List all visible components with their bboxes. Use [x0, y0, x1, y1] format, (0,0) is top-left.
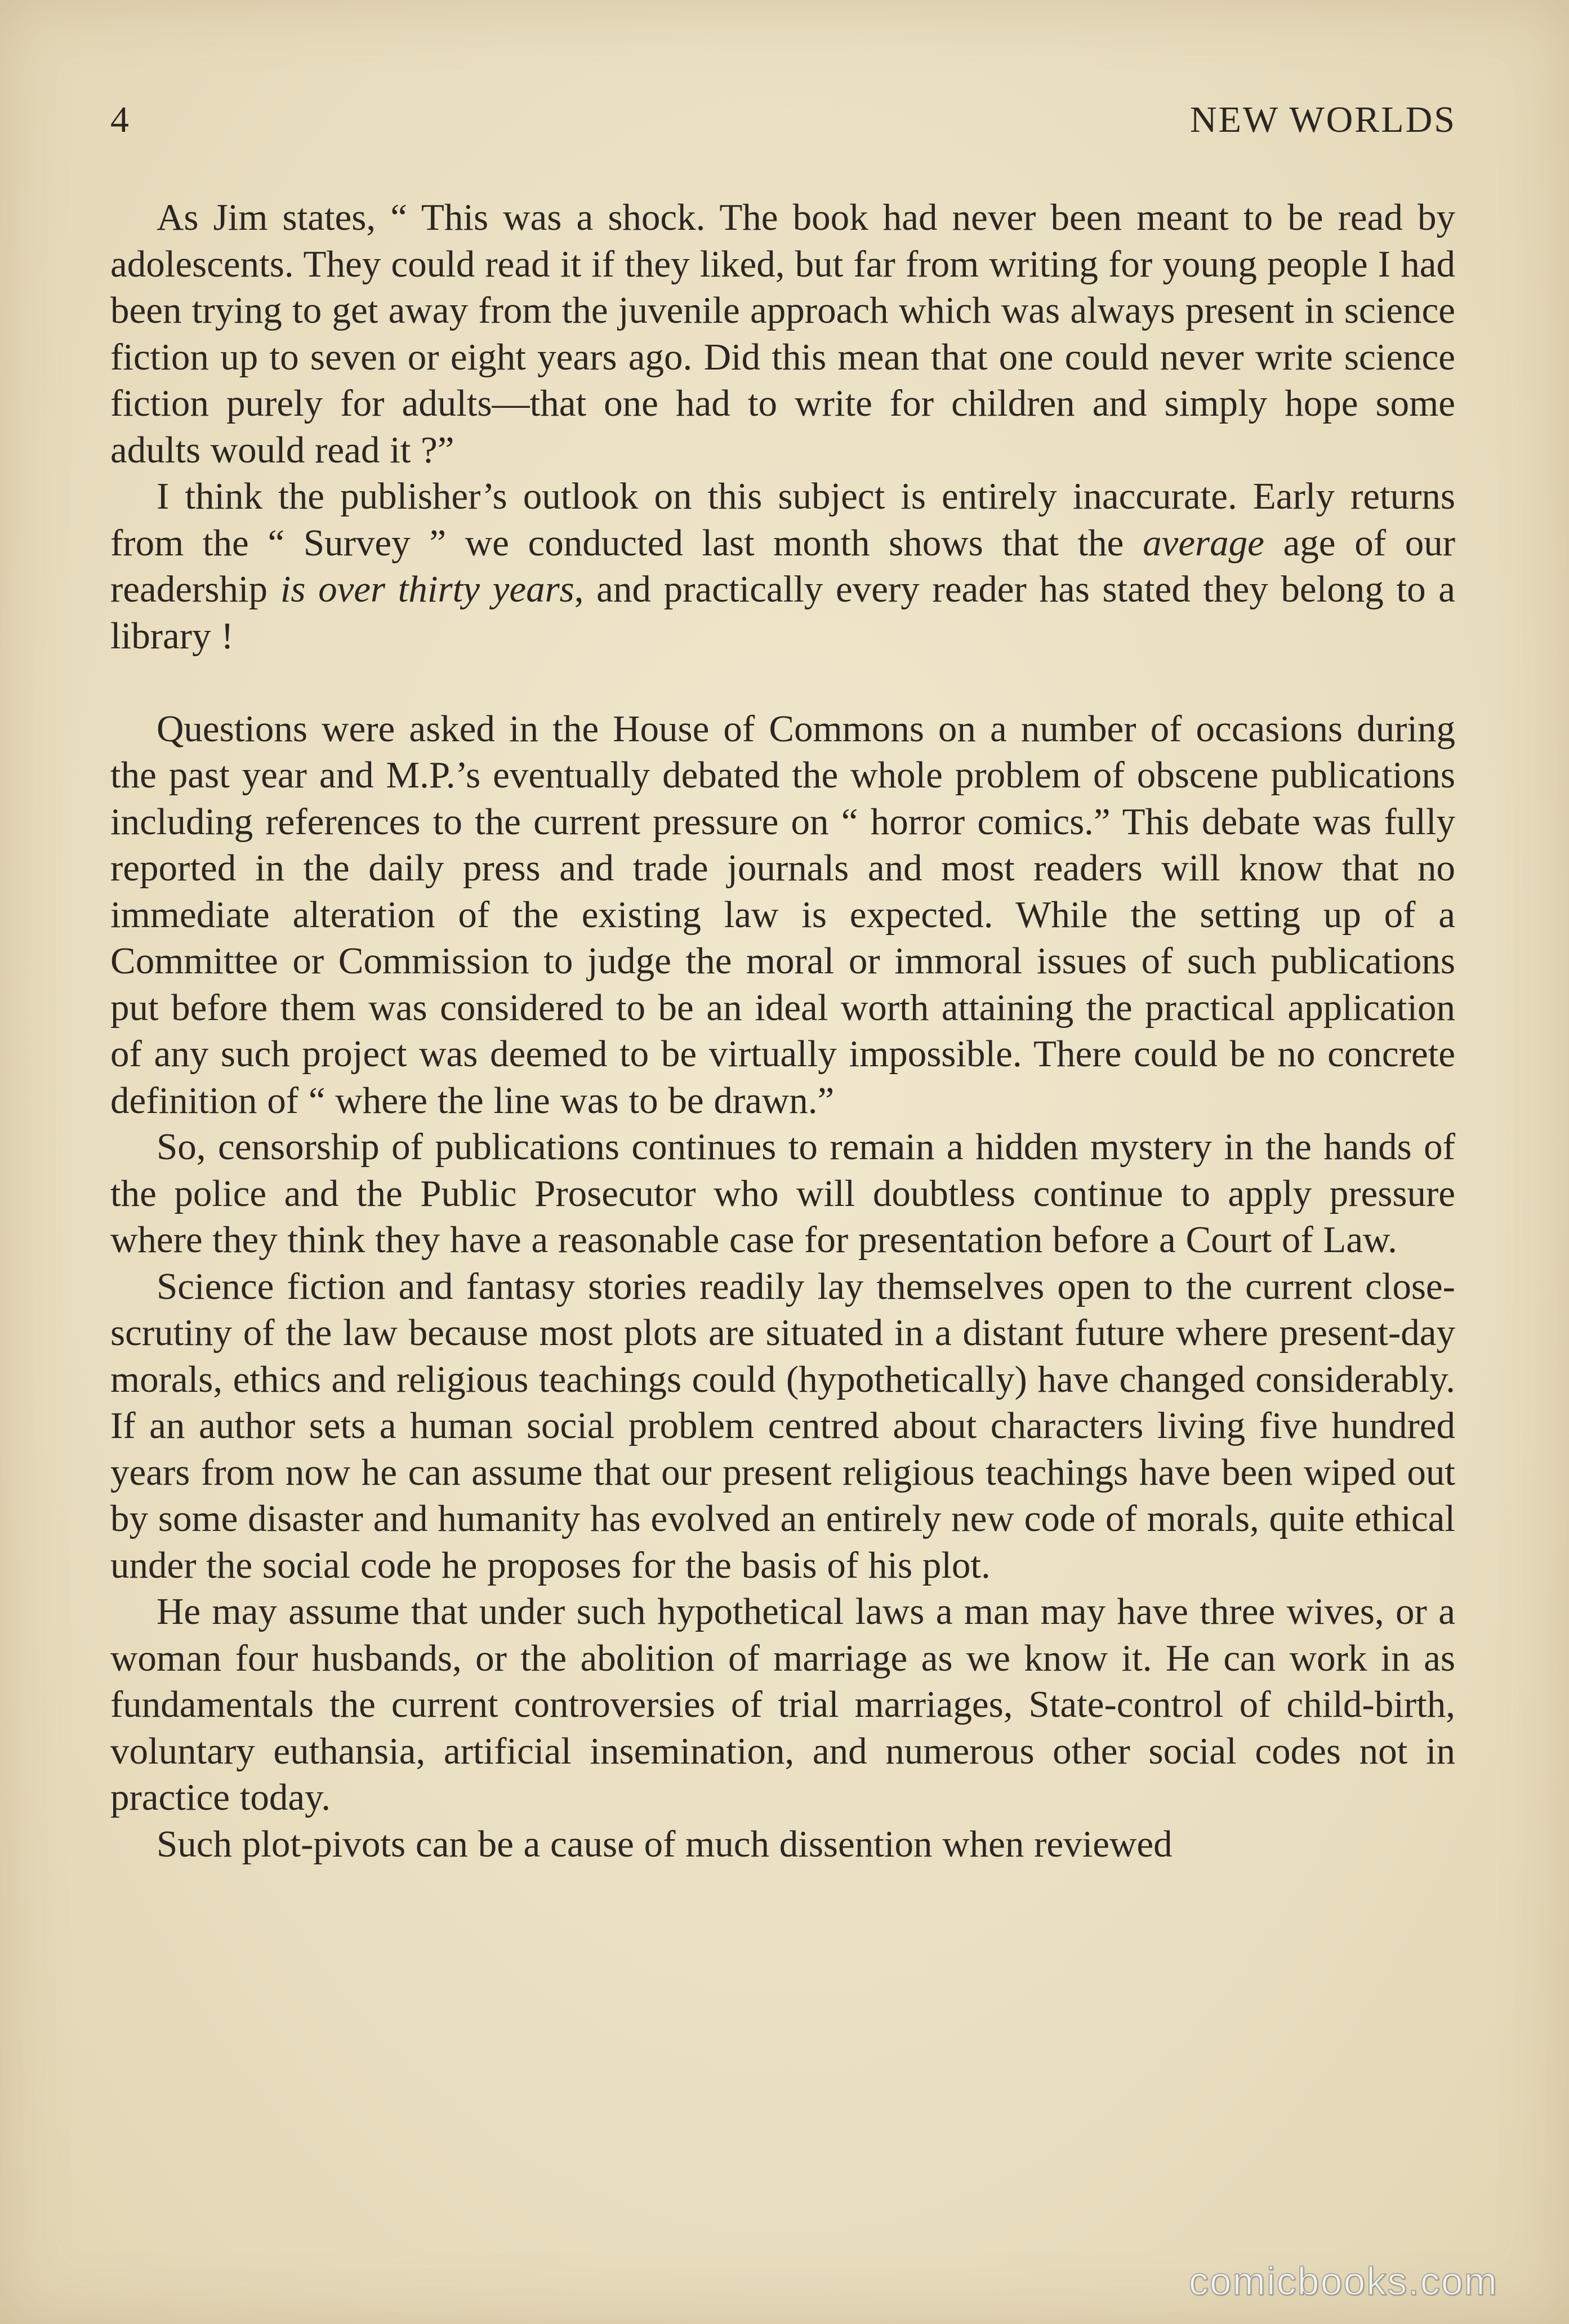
paragraph: I think the publisher’s outlook on this subject is entirely inaccurate. Early returns from the “ Survey ” we conducted last month shows that the average age of our readership is over thirty years, and practically every reader has stated they belong to a library !	[110, 475, 1456, 657]
emphasis: is over thirty years	[280, 568, 574, 610]
paragraph: Such plot-pivots can be a cause of much dissention when reviewed	[157, 1823, 1173, 1865]
paragraph: As Jim states, “ This was a shock. The book had never been meant to be read by adolescents. They could read it if they liked, but far from writing for young people I had been trying to get away from the juvenile approach which was always present in science fiction up to seven or eight years ago. Did this mean that one could never write science fiction purely for adults—that one had to write for children and simply hope some adults would read it ?”	[110, 197, 1455, 471]
watermark: comicbooks.com	[1188, 2259, 1498, 2303]
paragraph: Science fiction and fantasy stories readily lay themselves open to the current close-scrutiny of the law because most plots are situated in a distant future where present-day morals, ethics and religious teachings could (hypothetically) have changed considerably. If an author sets a human social problem centred about characters living five hundred years from now he can assume that our present religious teachings have been wiped out by some disaster and humanity has evolved an entirely new code of morals, quite ethical under the social code he proposes for the basis of his plot.	[110, 1265, 1455, 1586]
running-head: NEW WORLDS	[1189, 99, 1456, 140]
emphasis: average	[1143, 522, 1264, 564]
page-number: 4	[110, 99, 129, 140]
paragraph: He may assume that under such hypothetical laws a man may have three wives, or a woman four husbands, or the abolition of marriage as we know it. He can work in as fundamentals the current controversies of trial marriages, State-control of child-birth, voluntary euthansia, artificial insemination, and numerous other social codes not in practice today.	[110, 1591, 1455, 1818]
body-text	[110, 194, 1455, 1867]
page-header	[110, 96, 1456, 158]
paragraph: So, censorship of publications continues to remain a hidden mystery in the hands of the police and the Public Prosecutor who will doubtless continue to apply pressure where they think they have a reasonable case for presentation before a Court of Law.	[110, 1126, 1455, 1261]
paragraph: Questions were asked in the House of Commons on a number of occasions during the past year and M.P.’s eventually debated the whole problem of obscene publications including references to the current pressure on “ horror comics.” This debate was fully reported in the daily press and trade journals and most readers will know that no immediate alteration of the existing law is expected. While the setting up of a Committee or Commission to judge the moral or immoral issues of such publications put before them was considered to be an ideal worth attaining the practical application of any such project was deemed to be virtually impossible. There could be no concrete definition of “ where the line was to be drawn.”	[110, 707, 1455, 1121]
